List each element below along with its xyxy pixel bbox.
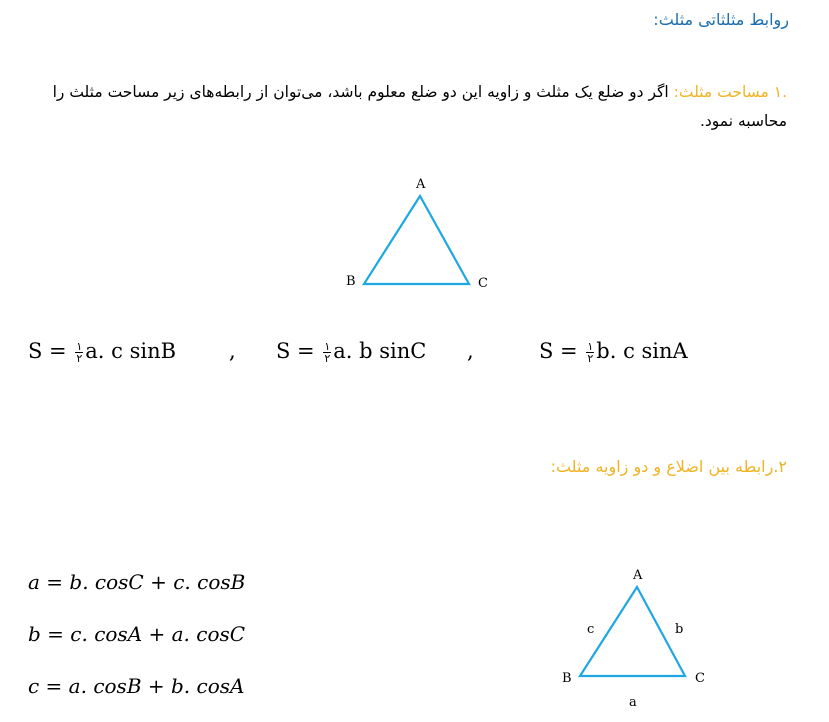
side-label-c: c [587, 622, 595, 637]
vertex-label-B: B [562, 671, 572, 686]
area-formula-2: S = $\frac{۱}{۲}$ a. b sinC [276, 339, 427, 365]
vertex-label-C: C [478, 276, 488, 291]
vertex-label-B: B [346, 274, 356, 289]
side-label-a: a [629, 695, 637, 710]
triangle-2-shape [580, 587, 685, 676]
triangle-diagram-2 [555, 565, 730, 715]
fraction-half: $\frac{۱}{۲}$ [587, 340, 594, 365]
vertex-label-A: A [633, 568, 643, 583]
section1-number: .۱ [773, 83, 787, 101]
vertex-label-A: A [416, 177, 426, 192]
triangle-1-shape [364, 196, 469, 284]
equation-a: a = b. cosC + c. cosB [28, 570, 246, 594]
section2-title: ۲.رابطه بین اضلاع و دو زاویه مثلث: [550, 457, 787, 476]
fraction-half: $\frac{۱}{۲}$ [76, 340, 83, 365]
area-formula-separator: , [229, 339, 236, 363]
equation-c: c = a. cosB + b. cosA [28, 674, 245, 698]
side-label-b: b [675, 622, 684, 637]
section1-title: مساحت مثلث: [673, 83, 769, 101]
vertex-label-C: C [695, 671, 705, 686]
page-heading: روابط مثلثاتی مثلث: [653, 10, 789, 29]
area-formula-1: S = $\frac{۱}{۲}$ a. c sinB [28, 339, 177, 365]
section1-paragraph [43, 78, 787, 136]
area-formula-3: S = $\frac{۱}{۲}$ b. c sinA [539, 339, 688, 365]
fraction-half: $\frac{۱}{۲}$ [324, 340, 331, 365]
triangle-diagram-1 [330, 168, 500, 292]
section1-text: اگر دو ضلع یک مثلث و زاویه این دو ضلع معلوم باشد، می‌توان از رابطه‌های زیر مساحت مثلث را محاسبه نمود. [52, 83, 787, 130]
equation-b: b = c. cosA + a. cosC [28, 622, 246, 646]
area-formula-separator: , [467, 339, 474, 363]
